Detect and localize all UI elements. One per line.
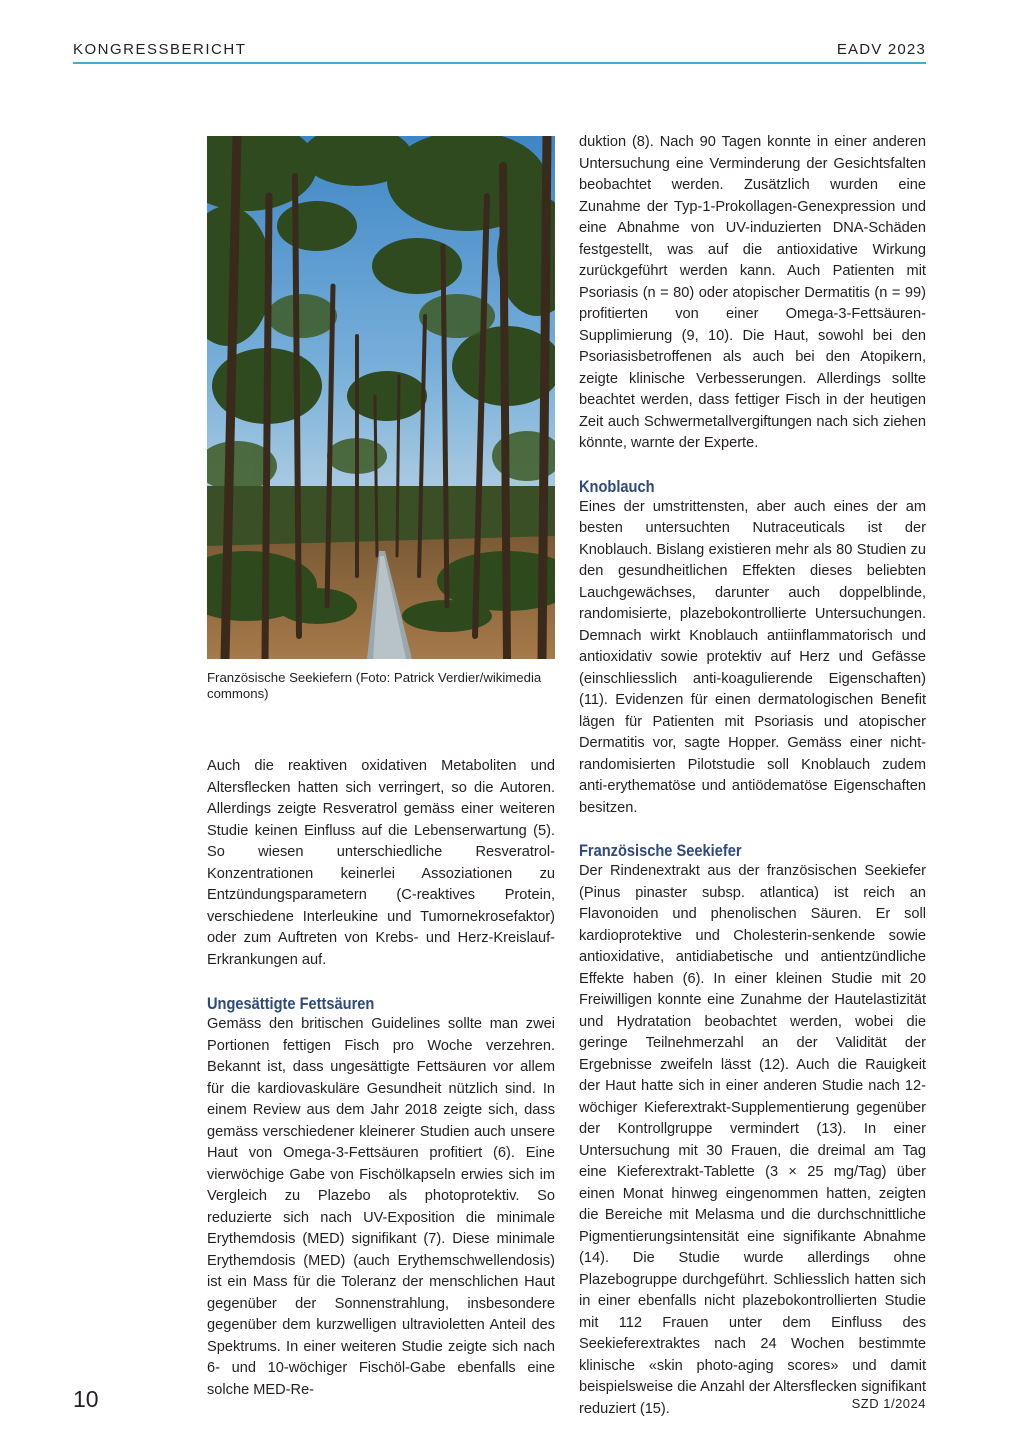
pine-forest-image — [207, 136, 555, 659]
running-header-section: KONGRESSBERICHT — [73, 41, 247, 58]
continuation-paragraph: duktion (8). Nach 90 Tagen konnte in einer anderen Untersuchung eine Verminderung der Gesichtsfalten beobachtet werden. Zusätzlich wurden eine Zunahme der Typ-1-Prokollagen-Genexpression und eine Abnahme von UV-induzierten DNA-Schäden festgestellt, was auf die antioxidative Wirkung zurückgeführt werden kann. Auch Patienten mit Psoriasis (n = 80) oder atopischer Dermatitis (n = 99) profitierten von einer Omega-3-Fettsäuren-Supplimierung (9, 10). Die Haut, sowohl bei den Psoriasisbetroffenen als auch bei den Atopikern, zeigte klinische Verbesserungen. Allerdings sollte beachtet werden, dass fettiger Fisch in der heutigen Zeit auch Schwermetallvergiftungen nach sich ziehen könnte, warnte der Experte. — [579, 134, 926, 451]
left-column — [207, 756, 555, 1401]
seekiefer-paragraph: Der Rindenextrakt aus der französischen Seekiefer (Pinus pinaster subsp. atlantica) ist reich an Flavonoiden und phenolischen Säuren. Er soll kardioprotektive und Cholesterin-senkende sowie antioxidative, antidiabetische und antientzündliche Effekte haben (6). In einer kleinen Studie mit 20 Freiwilligen konnte eine Zunahme der Hautelastizität und Hydratation beobachtet werden, wobei die geringe Teilnehmerzahl an der Validität der Ergebnisse zweifeln lässt (12). Auch die Rauigkeit der Haut hatte sich in einer anderen Studie nach 12-wöchiger Kieferextrakt-Supplementierung gegenüber der Kontrollgruppe vermindert (13). In einer Untersuchung mit 30 Frauen, die dreimal am Tag eine Kieferextrakt-Tablette (3 × 25 mg/Tag) über einen Monat hinweg eingenommen hatten, zeigten die Bereiche mit Melasma und die durchschnittliche Pigmentierungsintensität eine signifikante Abnahme (14). Die Studie wurde allerdings ohne Plazebogruppe durchgeführt. Schliesslich hatten sich in einer ebenfalls nicht plazebokontrollierten Studie mit 112 Frauen unter dem Einfluss des Seekieferextraktes nach 24 Wochen bestimmte klinische «skin photo-aging scores» und damit beispielsweise die Anzahl der Altersflecken signifikant reduziert (15). — [579, 863, 926, 1417]
section-heading-seekiefer: Französische Seekiefer — [579, 841, 742, 860]
section-heading-fettsaeuren: Ungesättigte Fettsäuren — [207, 994, 375, 1013]
page-number: 10 — [73, 1386, 99, 1412]
fettsaeuren-paragraph: Gemäss den britischen Guidelines sollte man zwei Portionen fettigen Fisch pro Woche verzehren. Bekannt ist, dass ungesättigte Fettsäuren vor allem für die kardiovaskuläre Gesundheit nützlich sind. In einem Review aus dem Jahr 2018 zeigte sich, dass gemäss verschiedener kleinerer Studien auch unsere Haut von Omega-3-Fettsäuren profitiert (6). Eine vierwöchige Gabe von Fischölkapseln erwies sich im Vergleich zu Plazebo als photoprotektiv. So reduzierte sich nach UV-Exposition die minimale Erythemdosis (MED) signifikant (7). Diese minimale Erythemdosis (MED) (auch Erythemschwellendosis) ist ein Mass für die Toleranz der menschlichen Haut gegenüber der Sonnenstrahlung, insbesondere gegenüber dem kurzwelligen ultravioletten Anteil des Spektrums. In einer weiteren Studie zeigte sich nach 6- und 10-wöchiger Fischöl-Gabe ebenfalls eine solche MED-Re- — [207, 1016, 555, 1398]
knoblauch-paragraph: Eines der umstrittensten, aber auch eines der am besten untersuchten Nutraceuticals ist der Knoblauch. Bislang existieren mehr als 80 Studien zu den gesundheitlichen Effekten dieses beliebten Lauchgewächses, darunter auch doppelblinde, randomisierte, plazebokontrollierte Untersuchungen. Demnach wirkt Knoblauch antiinflammatorisch und antioxidativ sowie protektiv auf Herz und Gefässe (einschliesslich anti-koagulierende Eigenschaften) (11). Evidenzen für einen dermatologischen Benefit lägen für Patienten mit Psoriasis und atopischer Dermatitis vor, sagte Hopper. Gemäss einer nicht-randomisierten Pilotstudie soll Knoblauch zudem anti-erythematöse und antiödematöse Eigenschaften besitzen. — [579, 498, 926, 816]
figure-caption: Französische Seekiefern (Foto: Patrick Verdier/wikimedia commons) — [207, 670, 542, 701]
section-heading-knoblauch: Knoblauch — [579, 476, 655, 496]
running-header-event: EADV 2023 — [836, 41, 926, 58]
header-rule — [73, 62, 926, 64]
intro-paragraph: Auch die reaktiven oxidativen Metaboliten und Altersflecken hatten sich verringert, so die Autoren. Allerdings zeigte Resveratrol gemäss einer weiteren Studie keinen Einfluss auf die Lebenserwartung (5). So wiesen unterschiedliche Resveratrol-Konzentrationen keinerlei Assoziationen zu Entzündungsparametern (C-reaktives Protein, verschiedene Interleukine und Tumornekrosefaktor) oder zum Auftreten von Krebs- und Herz-Kreislauf-Erkrankungen auf. — [207, 758, 555, 968]
journal-issue: SZD 1/2024 — [851, 1396, 926, 1411]
figure-photo-pine-forest — [207, 136, 555, 659]
right-column — [579, 132, 926, 1420]
